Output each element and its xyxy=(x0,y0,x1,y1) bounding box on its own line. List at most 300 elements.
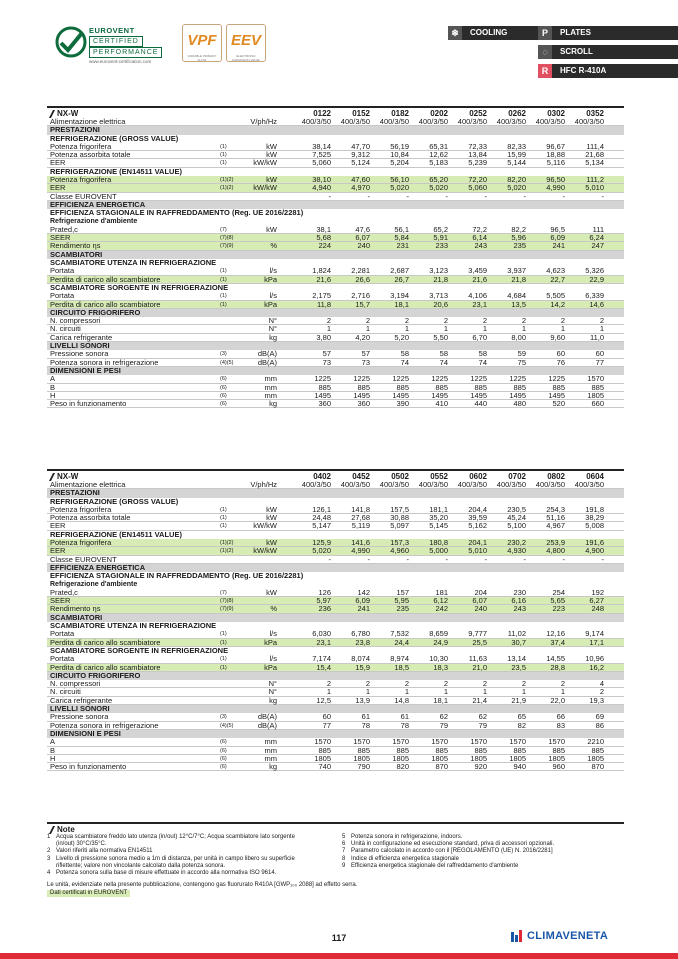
table-cell: 82,20 xyxy=(507,175,526,185)
row-label: SEER xyxy=(50,233,71,243)
table-cell: 11,63 xyxy=(468,654,487,664)
table-cell: 5,91 xyxy=(433,233,448,243)
row-label: EFFICIENZA ENERGETICA xyxy=(50,562,146,572)
table-cell: 5,060 xyxy=(468,183,487,193)
table-cell: 4,684 xyxy=(507,291,526,301)
table-cell: 4,800 xyxy=(546,546,565,556)
table-cell: 45,24 xyxy=(507,513,526,523)
section-row xyxy=(47,672,624,680)
table-cell: 1805 xyxy=(470,753,487,763)
table-cell: 65,31 xyxy=(429,141,448,151)
table-cell: 72,20 xyxy=(468,175,487,185)
table-cell: 241 xyxy=(552,241,565,251)
row-unit: mm xyxy=(264,382,277,392)
table-cell: 38,14 xyxy=(312,141,331,151)
table-cell: 38,10 xyxy=(312,175,331,185)
table-cell: 191,8 xyxy=(585,504,604,514)
table-cell: 1 xyxy=(326,687,331,697)
table-row xyxy=(47,597,624,605)
footer-bar xyxy=(0,953,678,959)
table-cell: 75 xyxy=(517,357,526,367)
notes-title: Note xyxy=(57,825,75,834)
row-unit: % xyxy=(270,604,277,614)
table-cell: 3,123 xyxy=(429,266,448,276)
table-cell: 1 xyxy=(521,687,526,697)
table-cell: 5,147 xyxy=(312,521,331,531)
row-note-ref: (3) xyxy=(220,714,227,721)
table-cell: 21,8 xyxy=(433,274,448,284)
table-cell: 920 xyxy=(474,762,487,772)
table-cell: 37,4 xyxy=(550,637,565,647)
table-cell: 2 xyxy=(521,316,526,326)
table-cell: 2210 xyxy=(587,737,604,747)
table-cell: 233 xyxy=(435,241,448,251)
table-cell: 3,194 xyxy=(390,291,409,301)
row-unit: kg xyxy=(269,695,277,705)
row-unit: kg xyxy=(269,762,277,772)
note-item xyxy=(47,848,337,855)
row-label: REFRIGERAZIONE (EN14511 VALUE) xyxy=(50,166,182,176)
table-cell: 1805 xyxy=(587,390,604,400)
table-cell: 13,14 xyxy=(507,654,526,664)
table-cell: 1 xyxy=(404,324,409,334)
row-unit: kPa xyxy=(264,637,277,647)
row-note-ref: (1) xyxy=(220,656,227,663)
row-unit: mm xyxy=(264,745,277,755)
table-cell: 480 xyxy=(513,399,526,409)
row-label: B xyxy=(50,382,56,392)
table-cell: 22,7 xyxy=(550,274,565,284)
table-cell: 5,326 xyxy=(585,266,604,276)
table-cell: 660 xyxy=(591,399,604,409)
table-cell: 5,116 xyxy=(546,158,565,168)
section-row xyxy=(47,705,624,713)
table-cell: 5,65 xyxy=(550,596,565,606)
table-cell: - xyxy=(367,554,370,564)
table-cell: 960 xyxy=(552,762,565,772)
climaveneta-logo-icon xyxy=(511,930,525,942)
table-row xyxy=(47,481,624,489)
row-unit: kW xyxy=(266,175,277,185)
table-cell: 400/3/50 xyxy=(574,117,604,126)
table-cell: 6,70 xyxy=(472,332,487,342)
note-number: 2 xyxy=(47,848,51,855)
table-cell: 23,5 xyxy=(511,662,526,672)
table-cell: 5,183 xyxy=(429,158,448,168)
table-cell: 5,060 xyxy=(312,158,331,168)
row-label: N. compressori xyxy=(50,316,101,326)
gas-statement: Le unità, evidenziate nella presente pubblicazione, contengono gas fluorurato R410A [GWP₁₀₀ 2088] ad effetto serra. xyxy=(47,882,358,888)
table-cell: 4,970 xyxy=(351,183,370,193)
table-cell: 1 xyxy=(560,324,565,334)
table-cell: 400/3/50 xyxy=(457,117,487,126)
table-cell: 10,30 xyxy=(429,654,448,664)
table-cell: 47,60 xyxy=(351,175,370,185)
table-cell: 1495 xyxy=(314,390,331,400)
subsection-row xyxy=(47,572,624,580)
row-label: LIVELLI SONORI xyxy=(50,341,110,351)
row-label: EER xyxy=(50,521,66,531)
row-label: EER xyxy=(50,158,66,168)
table-cell: 4,930 xyxy=(507,546,526,556)
table-cell: 1225 xyxy=(548,374,565,384)
note-text: riflettente; valore non vincolante calcolato dalla potenza sonora. xyxy=(56,862,226,869)
table-cell: 73 xyxy=(361,357,370,367)
table-cell: 885 xyxy=(513,382,526,392)
model-column-header: 0352 xyxy=(586,109,604,118)
model-column-header: 0452 xyxy=(352,472,370,481)
table-cell: 56,19 xyxy=(390,141,409,151)
row-unit: kg xyxy=(269,332,277,342)
table-cell: 5,162 xyxy=(468,521,487,531)
table-cell: 5,96 xyxy=(511,233,526,243)
row-unit: N° xyxy=(268,687,277,697)
table-row xyxy=(47,334,624,342)
row-label: Classe EUROVENT xyxy=(50,554,117,564)
table-cell: 12,62 xyxy=(429,150,448,160)
note-text: (in/out) 30°C/35°C. xyxy=(56,841,107,848)
eurovent-check-icon xyxy=(55,26,87,58)
table-cell: 9,777 xyxy=(468,629,487,639)
table-cell: 18,5 xyxy=(394,662,409,672)
row-note-ref: (4)(5) xyxy=(220,722,234,729)
row-unit: kg xyxy=(269,399,277,409)
table-cell: 790 xyxy=(357,762,370,772)
row-label: B xyxy=(50,745,56,755)
page-header xyxy=(0,0,678,90)
table-cell: 15,9 xyxy=(355,662,370,672)
row-unit: mm xyxy=(264,737,277,747)
row-unit: dB(A) xyxy=(257,712,277,722)
model-column-header: 0604 xyxy=(586,472,604,481)
row-note-ref: (1) xyxy=(220,160,227,167)
notes-header xyxy=(47,822,624,833)
row-unit: mm xyxy=(264,753,277,763)
table-row xyxy=(47,697,624,705)
table-row xyxy=(47,176,624,184)
model-column-header: 0602 xyxy=(469,472,487,481)
row-unit: kPa xyxy=(264,662,277,672)
subsection-row xyxy=(47,647,624,655)
table-cell: 26,7 xyxy=(394,274,409,284)
table-cell: 235 xyxy=(513,241,526,251)
notes-section xyxy=(47,822,624,902)
table-row xyxy=(47,118,624,126)
table-cell: 241 xyxy=(357,604,370,614)
note-number: 7 xyxy=(342,848,346,855)
table-cell: 1495 xyxy=(431,390,448,400)
table-cell: 7,532 xyxy=(390,629,409,639)
row-note-ref: (4)(5) xyxy=(220,359,234,366)
table-cell: 223 xyxy=(552,604,565,614)
table-cell: 74 xyxy=(400,357,409,367)
table-cell: 885 xyxy=(435,382,448,392)
model-column-header: 0122 xyxy=(313,109,331,118)
refrigerant-icon: R xyxy=(538,64,552,78)
model-column-header: 0702 xyxy=(508,472,526,481)
table-cell: 400/3/50 xyxy=(379,480,409,489)
row-label: Potenza frigorifera xyxy=(50,141,112,151)
table-cell: 360 xyxy=(357,399,370,409)
table-cell: 157 xyxy=(396,587,409,597)
notes-right-column xyxy=(342,834,624,870)
table-cell: 18,1 xyxy=(394,299,409,309)
note-item xyxy=(342,856,624,863)
table-cell: 126,1 xyxy=(312,504,331,514)
row-label: Potenza sonora in refrigerazione xyxy=(50,357,159,367)
table-cell: 2 xyxy=(521,679,526,689)
table-cell: 47,6 xyxy=(355,224,370,234)
table-cell: 230,2 xyxy=(507,538,526,548)
snowflake-icon: ❄ xyxy=(448,26,462,40)
table-cell: 1 xyxy=(404,687,409,697)
row-unit: dB(A) xyxy=(257,720,277,730)
table-cell: 23,1 xyxy=(472,299,487,309)
subsection-row xyxy=(47,284,624,292)
table-cell: 5,020 xyxy=(312,546,331,556)
table-cell: 25,5 xyxy=(472,637,487,647)
table-cell: 4,967 xyxy=(546,521,565,531)
table-cell: 72,33 xyxy=(468,141,487,151)
row-label: CIRCUITO FRIGORIFERO xyxy=(50,670,141,680)
table-cell: 27,68 xyxy=(351,513,370,523)
note-number: 9 xyxy=(342,862,346,869)
row-unit: kW/kW xyxy=(253,546,277,556)
table-cell: 5,100 xyxy=(507,521,526,531)
table-row xyxy=(47,317,624,325)
table-cell: 1 xyxy=(482,687,487,697)
table-cell: 15,4 xyxy=(316,662,331,672)
row-unit: kW xyxy=(266,224,277,234)
table-cell: 18,1 xyxy=(433,695,448,705)
table-cell: 870 xyxy=(591,762,604,772)
row-label: Refrigerazione d'ambiente xyxy=(50,580,138,588)
table-cell: 240 xyxy=(357,241,370,251)
table-row xyxy=(47,722,624,730)
certified-data-label: Dati certificati in EUROVENT xyxy=(47,890,130,897)
table-cell: 78 xyxy=(400,720,409,730)
row-label: Perdita di carico allo scambiatore xyxy=(50,299,161,309)
subsection-row xyxy=(47,259,624,267)
plates-icon: P xyxy=(538,26,552,40)
table-cell: 1,824 xyxy=(312,266,331,276)
table-row xyxy=(47,375,624,383)
table-cell: 10,96 xyxy=(585,654,604,664)
eev-badge-title: EEV xyxy=(230,32,261,49)
row-label: Perdita di carico allo scambiatore xyxy=(50,274,161,284)
table-cell: 885 xyxy=(591,745,604,755)
note-item xyxy=(47,856,337,863)
table-cell: 2 xyxy=(404,679,409,689)
table-cell: 410 xyxy=(435,399,448,409)
table-row xyxy=(47,392,624,400)
row-label: REFRIGERAZIONE (GROSS VALUE) xyxy=(50,133,179,143)
model-column-header: 0152 xyxy=(352,109,370,118)
row-label: Potenza assorbita totale xyxy=(50,150,131,160)
table-row xyxy=(47,688,624,696)
row-label: N. circuiti xyxy=(50,324,81,334)
row-unit: kPa xyxy=(264,299,277,309)
table-cell: 242 xyxy=(435,604,448,614)
row-note-ref: (7)(9) xyxy=(220,243,234,250)
model-column-header: 0252 xyxy=(469,109,487,118)
table-cell: 15,99 xyxy=(507,150,526,160)
table-cell: 61 xyxy=(400,712,409,722)
table-cell: 96,50 xyxy=(546,175,565,185)
table-cell: 16,2 xyxy=(589,662,604,672)
row-unit: kW xyxy=(266,538,277,548)
table-cell: - xyxy=(406,554,409,564)
table-cell: 13,5 xyxy=(511,299,526,309)
tag-refrigerant-label: HFC R-410A xyxy=(560,66,607,75)
row-unit: mm xyxy=(264,390,277,400)
eurovent-logo xyxy=(55,24,175,66)
table-cell: 1 xyxy=(443,687,448,697)
table-cell: 2 xyxy=(326,316,331,326)
row-note-ref: (3) xyxy=(220,351,227,358)
table-cell: 5,68 xyxy=(316,233,331,243)
eev-badge xyxy=(226,24,266,62)
table-cell: 1 xyxy=(560,687,565,697)
slash-marker-icon xyxy=(47,826,55,834)
table-cell: 885 xyxy=(396,745,409,755)
table-row xyxy=(47,384,624,392)
table-cell: 400/3/50 xyxy=(457,480,487,489)
vpf-badge-title: VPF xyxy=(187,32,217,49)
note-item xyxy=(47,870,337,877)
table-cell: 14,2 xyxy=(550,299,565,309)
table-cell: - xyxy=(523,191,526,201)
row-note-ref: (1) xyxy=(220,523,227,530)
table-cell: - xyxy=(601,554,604,564)
table-cell: - xyxy=(367,191,370,201)
table-row xyxy=(47,547,624,555)
table-row xyxy=(47,763,624,771)
table-cell: 400/3/50 xyxy=(535,480,565,489)
row-note-ref: (1)(2) xyxy=(220,185,234,192)
row-label: SEER xyxy=(50,596,71,606)
eurovent-line1: CERTIFIED xyxy=(89,36,143,47)
tag-cooling-label: COOLING xyxy=(470,28,508,37)
table-cell: 1495 xyxy=(353,390,370,400)
vpf-badge xyxy=(182,24,222,62)
table-cell: 2 xyxy=(365,316,370,326)
table-cell: 157,3 xyxy=(390,538,409,548)
table-cell: 2,281 xyxy=(351,266,370,276)
table-cell: 60 xyxy=(322,712,331,722)
table-cell: - xyxy=(523,554,526,564)
row-label: Pressione sonora xyxy=(50,712,109,722)
table-cell: 23,1 xyxy=(316,637,331,647)
note-number: 5 xyxy=(342,834,346,840)
table-cell: 4,623 xyxy=(546,266,565,276)
table-row xyxy=(47,605,624,613)
table-cell: 1 xyxy=(365,687,370,697)
notes-left-column xyxy=(47,834,337,877)
table-cell: 21,6 xyxy=(316,274,331,284)
table-cell: 141,6 xyxy=(351,538,370,548)
model-column-header: 0402 xyxy=(313,472,331,481)
table-cell: 28,8 xyxy=(550,662,565,672)
table-cell: 82,33 xyxy=(507,141,526,151)
row-label: Alimentazione elettrica xyxy=(50,480,126,489)
row-label: SCAMBIATORE UTENZA IN REFRIGERAZIONE xyxy=(50,258,217,268)
table-cell: 1495 xyxy=(509,390,526,400)
table-cell: 141,8 xyxy=(351,504,370,514)
table-cell: 180,8 xyxy=(429,538,448,548)
tag-plates xyxy=(541,26,678,40)
row-note-ref: (7) xyxy=(220,589,227,596)
table-cell: 57 xyxy=(361,349,370,359)
table-cell: 192 xyxy=(591,587,604,597)
row-unit: dB(A) xyxy=(257,349,277,359)
row-label: Refrigerazione d'ambiente xyxy=(50,217,138,225)
table-cell: 77 xyxy=(322,720,331,730)
table-cell: 58 xyxy=(439,349,448,359)
section-row xyxy=(47,309,624,317)
row-label: LIVELLI SONORI xyxy=(50,704,110,714)
table-cell: 5,020 xyxy=(429,183,448,193)
row-note-ref: (1) xyxy=(220,506,227,513)
row-label: Potenza frigorifera xyxy=(50,504,112,514)
row-note-ref: (6) xyxy=(220,392,227,399)
table-cell: 2,175 xyxy=(312,291,331,301)
table-cell: 9,60 xyxy=(550,332,565,342)
row-unit: l/s xyxy=(269,266,277,276)
table-cell: 9,312 xyxy=(351,150,370,160)
row-note-ref: (6) xyxy=(220,376,227,383)
model-column-header: 0502 xyxy=(391,472,409,481)
table-cell: 224 xyxy=(318,241,331,251)
note-number: 6 xyxy=(342,841,346,848)
row-label: Portata xyxy=(50,266,75,276)
table-cell: 5,20 xyxy=(394,332,409,342)
table-title: NX-W xyxy=(57,472,79,481)
table-cell: 19,3 xyxy=(589,695,604,705)
subsection-row xyxy=(47,498,624,506)
table-cell: 8,00 xyxy=(511,332,526,342)
table-cell: 7,174 xyxy=(312,654,331,664)
table-cell: 1 xyxy=(482,324,487,334)
table-cell: 885 xyxy=(357,745,370,755)
table-row xyxy=(47,151,624,159)
table-cell: 51,16 xyxy=(546,513,565,523)
table-cell: 73 xyxy=(322,357,331,367)
table-cell: 400/3/50 xyxy=(574,480,604,489)
table-cell: 66 xyxy=(556,712,565,722)
note-item xyxy=(342,834,624,841)
table-cell: 11,8 xyxy=(316,299,331,309)
table-cell: 5,124 xyxy=(351,158,370,168)
eurovent-title: EUROVENT xyxy=(89,26,135,35)
table-cell: 885 xyxy=(318,382,331,392)
row-unit: N° xyxy=(268,316,277,326)
row-note-ref: (6) xyxy=(220,739,227,746)
note-text: Acqua scambiatore freddo lato utenza (in/out) 12°C/7°C; Acqua scambiatore lato sorgente xyxy=(56,834,295,840)
table-cell: 248 xyxy=(591,604,604,614)
model-column-header: 0552 xyxy=(430,472,448,481)
row-note-ref: (1) xyxy=(220,664,227,671)
row-label: Prated,c xyxy=(50,224,78,234)
table-cell: 820 xyxy=(396,762,409,772)
table-cell: 400/3/50 xyxy=(535,117,565,126)
table-cell: 181 xyxy=(435,587,448,597)
table-cell: 38,29 xyxy=(585,513,604,523)
table-cell: 1225 xyxy=(509,374,526,384)
table-cell: 885 xyxy=(357,382,370,392)
table-cell: 2 xyxy=(599,687,604,697)
table-cell: 8,974 xyxy=(390,654,409,664)
